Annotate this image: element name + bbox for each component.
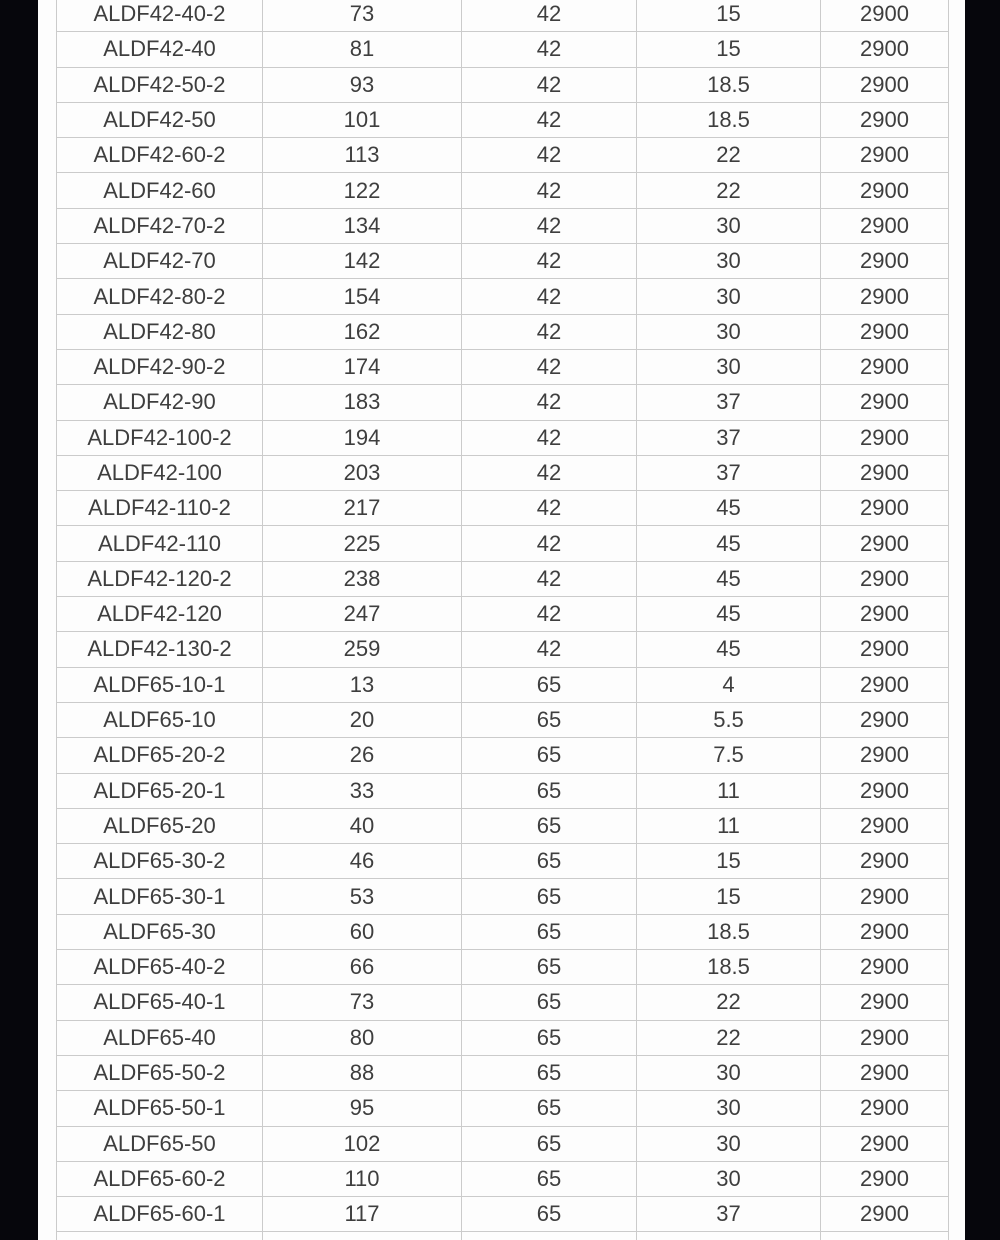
table-row (57, 491, 949, 526)
table-cell: 134 (263, 209, 462, 244)
table-cell: 30 (637, 1127, 821, 1162)
table-row (57, 1162, 949, 1197)
table-cell: 142 (263, 244, 462, 279)
table-cell: 65 (462, 774, 637, 809)
table-cell: ALDF42-40 (57, 32, 263, 67)
table-cell: 2900 (821, 668, 949, 703)
table-cell: 203 (263, 456, 462, 491)
table-cell: 2900 (821, 421, 949, 456)
table-cell: 65 (462, 985, 637, 1020)
table-cell: 37 (637, 421, 821, 456)
product-description-content (38, 0, 965, 1240)
table-cell: ALDF42-60 (57, 173, 263, 208)
table-cell: ALDF65-60-2 (57, 1162, 263, 1197)
table-cell: 2900 (821, 562, 949, 597)
table-row (57, 456, 949, 491)
table-row (57, 68, 949, 103)
table-cell: 18.5 (637, 915, 821, 950)
table-cell: ALDF42-110-2 (57, 491, 263, 526)
table-cell: 93 (263, 68, 462, 103)
table-cell: 73 (263, 985, 462, 1020)
table-row (57, 809, 949, 844)
table-cell: 42 (462, 244, 637, 279)
table-cell: 4 (637, 668, 821, 703)
table-cell: 42 (462, 491, 637, 526)
table-row (57, 1127, 949, 1162)
table-cell: 15 (637, 879, 821, 914)
table-cell: 37 (637, 1197, 821, 1232)
table-cell (637, 1232, 821, 1240)
table-cell: 194 (263, 421, 462, 456)
table-cell: 2900 (821, 703, 949, 738)
table-cell: 2900 (821, 0, 949, 32)
table-cell: 2900 (821, 526, 949, 561)
table-cell: 65 (462, 1021, 637, 1056)
table-cell: 2900 (821, 844, 949, 879)
table-cell: 30 (637, 209, 821, 244)
table-cell: 2900 (821, 1021, 949, 1056)
table-cell (263, 1232, 462, 1240)
table-cell: 65 (462, 703, 637, 738)
table-row (57, 738, 949, 773)
table-cell: 2900 (821, 315, 949, 350)
table-cell: ALDF42-130-2 (57, 632, 263, 667)
table-cell: 2900 (821, 385, 949, 420)
pump-spec-table (56, 0, 949, 1240)
table-cell: 2900 (821, 279, 949, 314)
table-cell: 15 (637, 844, 821, 879)
table-cell: 42 (462, 0, 637, 32)
table-cell: 13 (263, 668, 462, 703)
table-cell (821, 1232, 949, 1240)
table-cell: 2900 (821, 103, 949, 138)
table-cell: 42 (462, 385, 637, 420)
table-cell: 95 (263, 1091, 462, 1126)
table-cell: 46 (263, 844, 462, 879)
table-cell (462, 1232, 637, 1240)
table-cell: 40 (263, 809, 462, 844)
table-cell: ALDF65-20 (57, 809, 263, 844)
table-row (57, 879, 949, 914)
table-cell: 183 (263, 385, 462, 420)
table-cell: 11 (637, 809, 821, 844)
table-cell: ALDF65-50 (57, 1127, 263, 1162)
table-cell: 60 (263, 915, 462, 950)
table-row (57, 138, 949, 173)
table-row (57, 421, 949, 456)
table-cell: 42 (462, 456, 637, 491)
table-cell: ALDF42-70-2 (57, 209, 263, 244)
table-cell: ALDF65-60-1 (57, 1197, 263, 1232)
table-cell: 247 (263, 597, 462, 632)
table-cell: 65 (462, 1162, 637, 1197)
table-row (57, 244, 949, 279)
table-cell: ALDF65-10-1 (57, 668, 263, 703)
table-row (57, 350, 949, 385)
table-cell: 22 (637, 138, 821, 173)
table-cell: 65 (462, 915, 637, 950)
table-row (57, 1021, 949, 1056)
table-cell: ALDF42-80-2 (57, 279, 263, 314)
table-cell: ALDF65-20-2 (57, 738, 263, 773)
table-cell: 37 (637, 385, 821, 420)
table-row (57, 173, 949, 208)
table-row (57, 1197, 949, 1232)
table-cell: ALDF42-80 (57, 315, 263, 350)
table-row (57, 950, 949, 985)
table-cell: 154 (263, 279, 462, 314)
table-cell: 42 (462, 209, 637, 244)
table-row (57, 279, 949, 314)
table-row (57, 844, 949, 879)
table-cell: 81 (263, 32, 462, 67)
table-cell: 2900 (821, 138, 949, 173)
table-cell: 2900 (821, 950, 949, 985)
table-cell: 88 (263, 1056, 462, 1091)
pump-spec-table-body (57, 0, 949, 1240)
table-cell: 65 (462, 738, 637, 773)
table-cell: ALDF65-40-1 (57, 985, 263, 1020)
table-cell: ALDF65-30-1 (57, 879, 263, 914)
table-cell: 45 (637, 491, 821, 526)
table-cell: ALDF42-70 (57, 244, 263, 279)
table-cell: 42 (462, 279, 637, 314)
table-cell: 42 (462, 562, 637, 597)
table-cell: 2900 (821, 173, 949, 208)
table-cell: 101 (263, 103, 462, 138)
table-cell: 113 (263, 138, 462, 173)
table-cell: ALDF65-50-2 (57, 1056, 263, 1091)
table-cell: 2900 (821, 985, 949, 1020)
table-cell: 65 (462, 950, 637, 985)
table-cell: 7.5 (637, 738, 821, 773)
table-cell: 238 (263, 562, 462, 597)
table-row (57, 597, 949, 632)
table-cell: 65 (462, 1127, 637, 1162)
table-cell: 11 (637, 774, 821, 809)
table-cell: ALDF42-120 (57, 597, 263, 632)
table-cell: 2900 (821, 456, 949, 491)
table-cell: 2900 (821, 209, 949, 244)
table-cell: 65 (462, 844, 637, 879)
table-row (57, 103, 949, 138)
table-cell: 65 (462, 668, 637, 703)
table-cell: 20 (263, 703, 462, 738)
table-cell: 18.5 (637, 68, 821, 103)
table-cell: ALDF42-90 (57, 385, 263, 420)
table-cell: ALDF65-20-1 (57, 774, 263, 809)
table-cell: 2900 (821, 68, 949, 103)
table-cell: 174 (263, 350, 462, 385)
table-cell: 30 (637, 1091, 821, 1126)
table-row (57, 985, 949, 1020)
table-cell: 30 (637, 315, 821, 350)
table-row (57, 632, 949, 667)
table-cell: 65 (462, 1056, 637, 1091)
table-row (57, 1091, 949, 1126)
table-cell: 2900 (821, 350, 949, 385)
table-row (57, 385, 949, 420)
table-cell: ALDF42-100-2 (57, 421, 263, 456)
table-row (57, 32, 949, 67)
table-cell: 110 (263, 1162, 462, 1197)
table-cell: 73 (263, 0, 462, 32)
table-cell: 259 (263, 632, 462, 667)
table-row (57, 915, 949, 950)
table-cell: 65 (462, 809, 637, 844)
table-cell: 80 (263, 1021, 462, 1056)
table-cell: ALDF42-110 (57, 526, 263, 561)
table-cell: ALDF42-60-2 (57, 138, 263, 173)
table-cell: 42 (462, 103, 637, 138)
table-cell: ALDF42-100 (57, 456, 263, 491)
table-cell: 33 (263, 774, 462, 809)
table-cell: 15 (637, 32, 821, 67)
table-cell: 53 (263, 879, 462, 914)
table-cell: 42 (462, 526, 637, 561)
table-cell: 42 (462, 350, 637, 385)
table-cell: 2900 (821, 774, 949, 809)
table-cell: 30 (637, 1162, 821, 1197)
table-cell: 2900 (821, 244, 949, 279)
table-cell: 30 (637, 244, 821, 279)
table-cell: 18.5 (637, 950, 821, 985)
table-cell: 2900 (821, 632, 949, 667)
table-cell: 45 (637, 562, 821, 597)
table-cell: 225 (263, 526, 462, 561)
table-cell: 42 (462, 138, 637, 173)
table-cell: 65 (462, 1091, 637, 1126)
table-cell: 2900 (821, 1197, 949, 1232)
table-row (57, 315, 949, 350)
table-cell: 2900 (821, 738, 949, 773)
table-cell: 66 (263, 950, 462, 985)
table-cell: 162 (263, 315, 462, 350)
table-cell: 22 (637, 173, 821, 208)
table-cell: 15 (637, 0, 821, 32)
table-cell: 42 (462, 315, 637, 350)
table-cell: ALDF42-90-2 (57, 350, 263, 385)
table-row (57, 703, 949, 738)
table-cell: ALDF65-30 (57, 915, 263, 950)
table-cell: ALDF42-120-2 (57, 562, 263, 597)
table-cell: 2900 (821, 1091, 949, 1126)
table-cell (57, 1232, 263, 1240)
table-cell: ALDF42-50 (57, 103, 263, 138)
table-cell: ALDF65-10 (57, 703, 263, 738)
table-cell: 117 (263, 1197, 462, 1232)
table-cell: 42 (462, 173, 637, 208)
table-cell: ALDF42-50-2 (57, 68, 263, 103)
table-cell: 2900 (821, 915, 949, 950)
table-row (57, 668, 949, 703)
table-cell: 65 (462, 879, 637, 914)
table-cell: 22 (637, 1021, 821, 1056)
table-cell: 5.5 (637, 703, 821, 738)
table-row (57, 1056, 949, 1091)
table-row (57, 774, 949, 809)
table-cell: 42 (462, 421, 637, 456)
table-row (57, 562, 949, 597)
table-cell: 2900 (821, 1056, 949, 1091)
table-row (57, 526, 949, 561)
table-cell: ALDF65-40-2 (57, 950, 263, 985)
table-cell: 2900 (821, 1127, 949, 1162)
table-cell: 2900 (821, 597, 949, 632)
table-row (57, 0, 949, 32)
table-cell: 45 (637, 526, 821, 561)
table-cell: 26 (263, 738, 462, 773)
table-cell: 2900 (821, 809, 949, 844)
table-cell: 65 (462, 1197, 637, 1232)
table-cell: 37 (637, 456, 821, 491)
table-cell: ALDF65-40 (57, 1021, 263, 1056)
table-cell: 122 (263, 173, 462, 208)
table-cell: ALDF42-40-2 (57, 0, 263, 32)
table-cell: 42 (462, 32, 637, 67)
table-cell: 42 (462, 68, 637, 103)
table-cell: 30 (637, 1056, 821, 1091)
table-cell: 22 (637, 985, 821, 1020)
table-cell: 2900 (821, 879, 949, 914)
table-row-partial (57, 1232, 949, 1240)
table-cell: 2900 (821, 491, 949, 526)
table-cell: 42 (462, 597, 637, 632)
table-row (57, 209, 949, 244)
table-cell: 45 (637, 632, 821, 667)
table-cell: ALDF65-50-1 (57, 1091, 263, 1126)
table-cell: ALDF65-30-2 (57, 844, 263, 879)
table-cell: 42 (462, 632, 637, 667)
table-cell: 30 (637, 279, 821, 314)
table-cell: 18.5 (637, 103, 821, 138)
table-cell: 2900 (821, 1162, 949, 1197)
table-cell: 102 (263, 1127, 462, 1162)
table-cell: 45 (637, 597, 821, 632)
table-cell: 30 (637, 350, 821, 385)
table-cell: 217 (263, 491, 462, 526)
table-cell: 2900 (821, 32, 949, 67)
